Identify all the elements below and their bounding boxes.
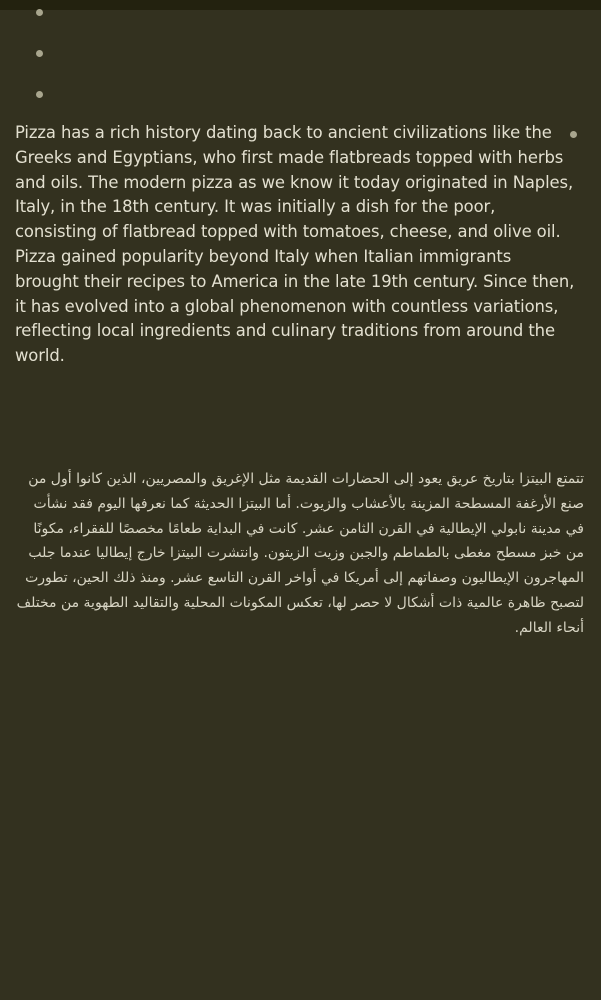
arabic-paragraph: تتمتع البيتزا بتاريخ عريق يعود إلى الحضارات القديمة مثل الإغريق والمصريين، الذين كانوا أول من صنع الأرغفة المسطحة المزينة بالأعشاب والزيوت. أما البيتزا الحديثة كما نعرفها اليوم فقد نشأت في مدينة نابولي الإيطالية في القرن الثامن عشر. كانت في البداية طعامًا مخصصًا للفقراء، مكونًا من خبز مسطح مغطى بالطماطم والجبن وزيت الزيتون. وانتشرت البيتزا خارج إيطاليا عندما جلب المهاجرون الإيطاليون وصفاتهم إلى أمريكا في أواخر القرن التاسع عشر. ومنذ ذلك الحين، تطورت لتصبح ظاهرة عالمية ذات أشكال لا حصر لها، تعكس المكونات المحلية والتقاليد الطهوية من مختلف أنحاء العالم. [16, 471, 584, 636]
bullet-dot-1 [36, 9, 43, 16]
bullet-dot-3 [36, 91, 43, 98]
english-paragraph: Pizza has a rich history dating back to ancient civilizations like the Greeks and Egyptians, who first made flatbreads topped with herbs and oils. The modern pizza as we know it today originated in Naples, Italy, in the 18th century. It was initially a dish for the poor, consisting of flatbread topped with tomatoes, cheese, and olive oil. Pizza gained popularity beyond Italy when Italian immigrants brought their recipes to America in the late 19th century. Since then, it has evolved into a global phenomenon with countless variations, reflecting local ingredients and culinary traditions from around the world. [15, 123, 575, 366]
bullet-dot-2 [36, 50, 43, 57]
top-bar [0, 0, 601, 10]
